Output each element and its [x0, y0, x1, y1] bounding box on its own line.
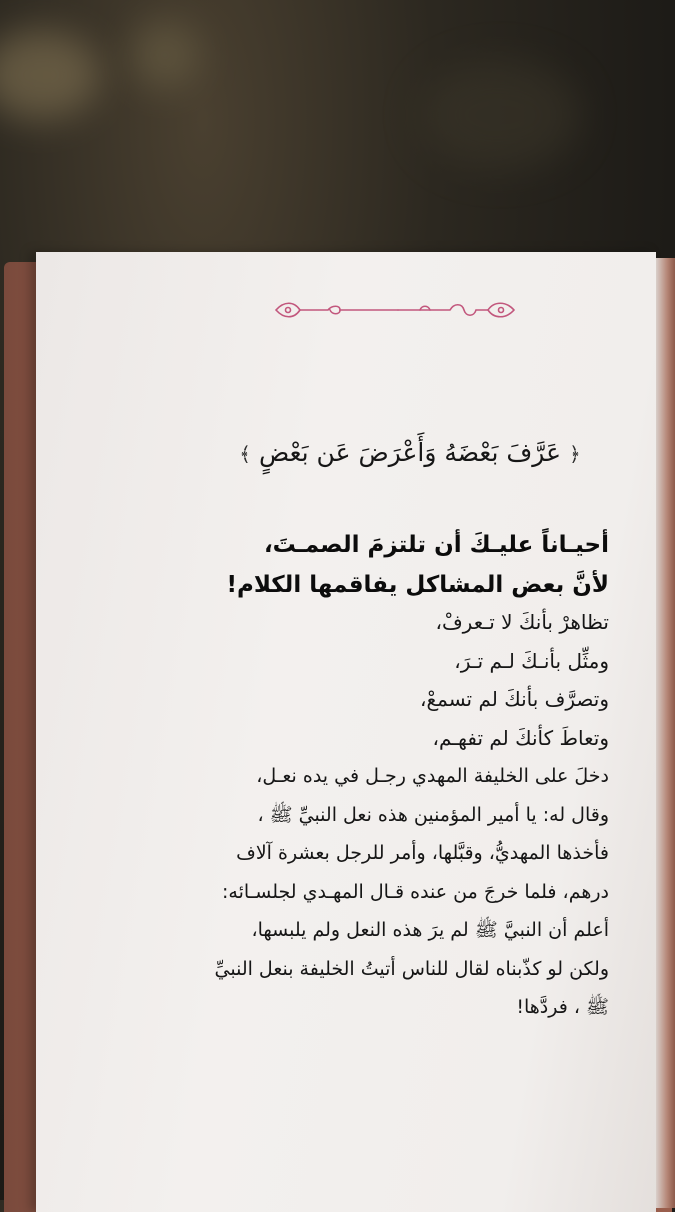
- story-line: ولكن لو كذّبناه لقال للناس أتيتُ الخليفة بنعل النبيِّ: [214, 957, 609, 980]
- story-line: وقال له: يا أمير المؤمنين هذه نعل النبيِّ ﷺ ،: [257, 803, 609, 826]
- text-line: وتعاطَ كأنكَ لم تفهـم،: [432, 725, 609, 750]
- text-line: تظاهرْ بأنكَ لا تـعرفْ،: [435, 610, 609, 634]
- body-text: [49, 603, 609, 1027]
- story-line: دخلَ على الخليفة المهدي رجـل في يده نعـل،: [256, 765, 609, 787]
- ornate-brace-close: ﴾: [239, 442, 251, 466]
- page-stack-edge: [656, 258, 675, 1208]
- story-line: أعلم أن النبيَّ ﷺ لم يرَ هذه النعل ولم يلبسها،: [251, 919, 609, 941]
- verse-text: عَرَّفَ بَعْضَهُ وَأَعْرَضَ عَن بَعْضٍ: [258, 438, 562, 467]
- bold-line: أحيـاناً عليـكَ أن تلتزمَ الصمـتَ،: [263, 532, 609, 558]
- ornate-brace-open: ﴿: [568, 442, 581, 466]
- story-line: درهم، فلما خرجَ من عنده قـال المهـدي لجلسـائه:: [222, 880, 609, 903]
- quran-verse-headline: [230, 438, 590, 467]
- background-bokeh: [0, 30, 100, 120]
- text-line: ومثِّل بأنـكَ لـم تـرَ،: [454, 648, 609, 673]
- story-line: فأخذها المهديُّ، وقبَّلها، وأمر للرجل بعشرة آلاف: [236, 842, 609, 864]
- bold-line: لأنَّ بعض المشاكل يفاقمها الكلام!: [226, 572, 609, 598]
- bold-intro: [49, 525, 609, 605]
- story-line: ﷺ ، فردَّها!: [516, 996, 609, 1018]
- background-bokeh: [420, 60, 580, 170]
- ornament-divider: [270, 295, 520, 325]
- text-line: وتصرَّف بأنكَ لم تسمعْ،: [420, 687, 609, 711]
- background-bokeh: [130, 20, 200, 90]
